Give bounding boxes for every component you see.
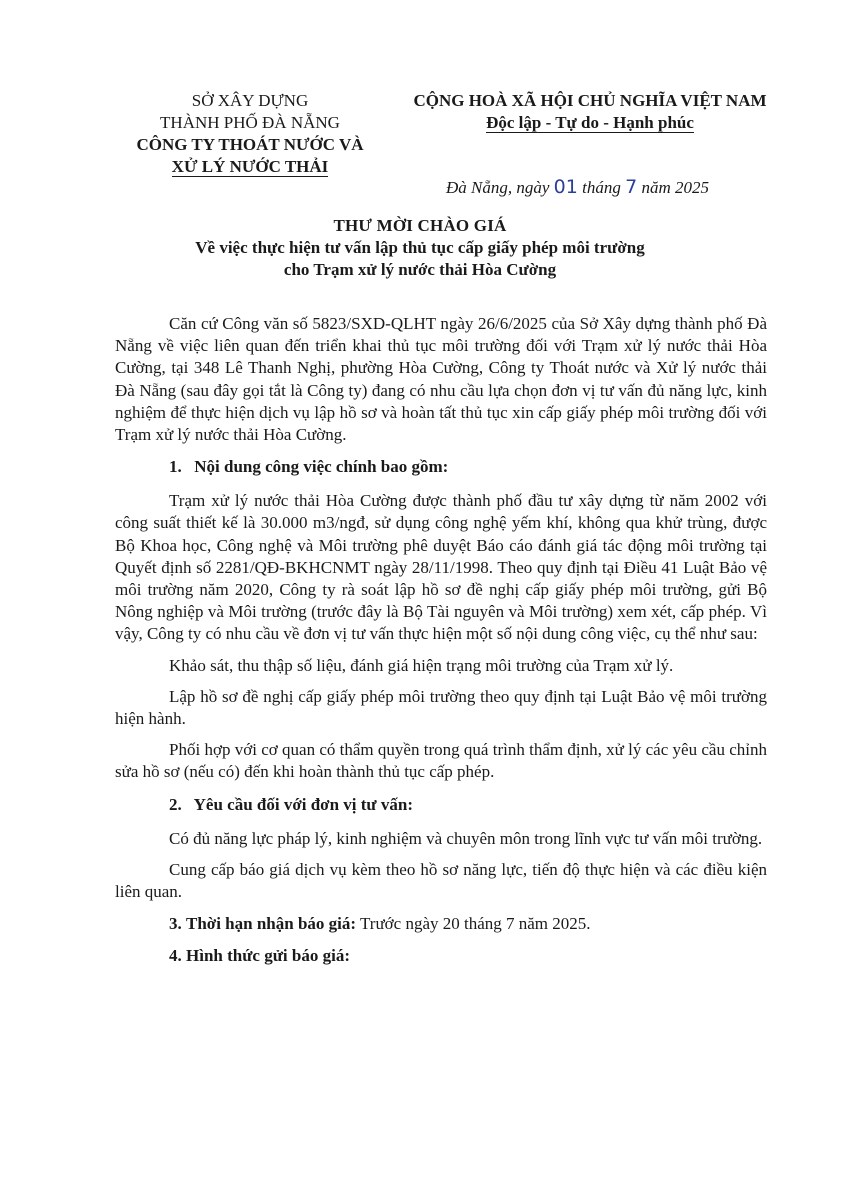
- title-main: THƯ MỜI CHÀO GIÁ: [333, 216, 507, 235]
- section-1-paragraph: Trạm xử lý nước thải Hòa Cường được thành phố đầu tư xây dựng từ năm 2002 với công suất thiết kế là 30.000 m3/ngđ, sử dụng công nghệ yếm khí, không qua khử trùng, được Bộ Khoa học, Công nghệ và Môi trường phê duyệt Báo cáo đánh giá tác động môi trường tại Quyết định số 2281/QĐ-BKHCNMT ngày 28/11/1998. Theo quy định tại Điều 41 Luật Bảo vệ môi trường năm 2020, Công ty rà soát lập hồ sơ đề nghị cấp giấy phép môi trường, gửi Bộ Nông nghiệp và Môi trường (trước đây là Bộ Tài nguyên và Môi trường) xem xét, cấp phép. Vì vậy, Công ty có nhu cầu về đơn vị tư vấn thực hiện một số nội dung công việc, cụ thể như sau:: [115, 491, 767, 644]
- national-header: [385, 90, 795, 134]
- agency-line-4: XỬ LÝ NƯỚC THẢI: [171, 157, 329, 176]
- section-2-heading: [169, 794, 767, 816]
- agency-line-1: SỞ XÂY DỰNG: [191, 91, 309, 110]
- national-motto: Độc lập - Tự do - Hạnh phúc: [486, 113, 694, 132]
- section-1-item-1: Khảo sát, thu thập số liệu, đánh giá hiện trạng môi trường của Trạm xử lý.: [169, 655, 674, 675]
- date-day-handwritten: 01: [553, 176, 578, 198]
- section-4-title: Hình thức gửi báo giá:: [186, 946, 350, 966]
- date-month-label: tháng: [582, 178, 621, 197]
- title-subject-line-2: cho Trạm xử lý nước thải Hòa Cường: [283, 260, 557, 279]
- date-line: [446, 176, 709, 198]
- document-title: [60, 215, 780, 281]
- date-month-handwritten: 7: [625, 176, 638, 198]
- section-2-title: Yêu cầu đối với đơn vị tư vấn:: [193, 794, 413, 814]
- title-subject-line-1: Về việc thực hiện tư vấn lập thủ tục cấp giấy phép môi trường: [195, 238, 645, 257]
- intro-paragraph: Căn cứ Công văn số 5823/SXD-QLHT ngày 26/6/2025 của Sở Xây dựng thành phố Đà Nẵng về việc liên quan đến triển khai thủ tục môi trường đối với Trạm xử lý nước thải Hòa Cường, tại 348 Lê Thanh Nghị, phường Hòa Cường, Công ty Thoát nước và Xử lý nước thải Đà Nẵng (sau đây gọi tắt là Công ty) đang có nhu cầu lựa chọn đơn vị tư vấn đủ năng lực, kinh nghiệm để thực hiện dịch vụ lập hồ sơ và hoàn tất thủ tục xin cấp giấy phép môi trường đối với Trạm xử lý nước thải Hòa Cường.: [115, 314, 767, 445]
- section-3-number: 3.: [169, 914, 182, 934]
- section-1-item-2: Lập hồ sơ đề nghị cấp giấy phép môi trường theo quy định tại Luật Bảo vệ môi trường hiện hành.: [115, 686, 767, 729]
- issuing-agency-header: [100, 90, 400, 178]
- section-1-heading: [169, 456, 767, 478]
- document-body: [115, 313, 767, 967]
- section-3-title: Thời hạn nhận báo giá:: [186, 914, 357, 934]
- section-1-title: Nội dung công việc chính bao gồm:: [194, 457, 449, 477]
- section-3: [169, 913, 767, 935]
- section-2-item-2: Cung cấp báo giá dịch vụ kèm theo hồ sơ năng lực, tiến độ thực hiện và các điều kiện liên quan.: [115, 859, 767, 902]
- section-1-number: 1.: [169, 457, 182, 477]
- section-2-item-1: Có đủ năng lực pháp lý, kinh nghiệm và chuyên môn trong lĩnh vực tư vấn môi trường.: [169, 828, 763, 848]
- section-4-number: 4.: [169, 946, 182, 966]
- nation-title: CỘNG HOÀ XÃ HỘI CHỦ NGHĨA VIỆT NAM: [413, 91, 767, 110]
- section-3-value: Trước ngày 20 tháng 7 năm 2025.: [360, 914, 591, 934]
- date-year: năm 2025: [641, 178, 709, 197]
- section-2-number: 2.: [169, 794, 182, 814]
- agency-line-2: THÀNH PHỐ ĐÀ NẴNG: [160, 113, 340, 132]
- section-1-item-3: Phối hợp với cơ quan có thẩm quyền trong quá trình thẩm định, xử lý các yêu cầu chỉnh sửa hồ sơ (nếu có) đến khi hoàn thành thủ tục cấp phép.: [115, 740, 767, 782]
- agency-line-3: CÔNG TY THOÁT NƯỚC VÀ: [136, 135, 364, 154]
- date-prefix: Đà Nẵng, ngày: [446, 178, 550, 197]
- section-4: [169, 945, 767, 967]
